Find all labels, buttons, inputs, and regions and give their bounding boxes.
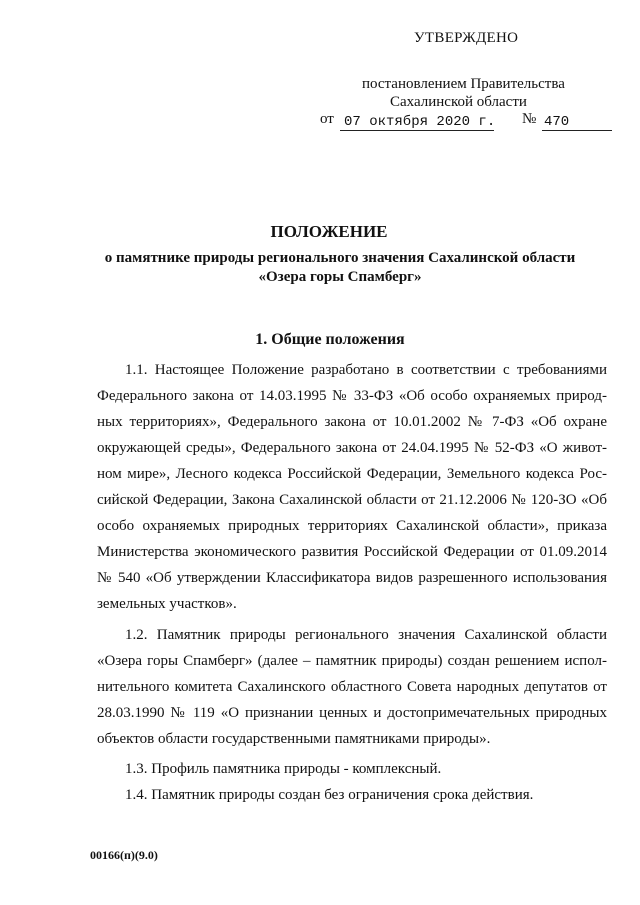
footer-form-code: 00166(п)(9.0) — [90, 848, 158, 862]
paragraph-line: окружающей среды», Федерального закона от 24.04.1995 № 52-ФЗ «О живот- — [97, 440, 607, 456]
approval-number-sign: № — [522, 111, 537, 127]
document-subtitle-line: о памятнике природы регионального значения Сахалинской области — [104, 250, 576, 266]
paragraph-line: ных территориях», Федерального закона от 10.01.2002 № 7-ФЗ «Об охране — [97, 414, 607, 430]
approval-region-line: Сахалинской области — [390, 94, 527, 110]
paragraph-line: сийской Федерации, Закона Сахалинской области от 21.12.2006 № 120-ЗО «Об — [97, 492, 607, 508]
paragraph-line: «Озера горы Спамберг» (далее – памятник природы) создан решением испол- — [97, 653, 607, 669]
paragraph-1-2 — [97, 622, 607, 752]
paragraph-line: 1.3. Профиль памятника природы - комплексный. — [125, 761, 442, 777]
paragraph-line: 1.2. Памятник природы регионального значения Сахалинской области — [125, 627, 607, 643]
document-subtitle — [60, 249, 620, 287]
paragraph-line: Министерства экономического развития Российской Федерации от 01.09.2014 — [97, 544, 607, 560]
paragraph-line: ном мире», Лесного кодекса Российской Федерации, Земельного кодекса Рос- — [97, 466, 607, 482]
paragraph-line: 28.03.1990 № 119 «О признании ценных и достопримечательных природных — [97, 705, 607, 721]
paragraph-1-1 — [97, 357, 607, 617]
paragraph-1-4 — [97, 782, 607, 808]
approval-number: 470 — [542, 114, 612, 131]
paragraph-line: земельных участков». — [97, 596, 237, 612]
paragraph-line: нительного комитета Сахалинского областного Совета народных депутатов от — [97, 679, 607, 695]
paragraph-line: объектов области государственными памятниками природы». — [97, 731, 491, 747]
paragraph-1-3 — [97, 756, 607, 782]
paragraph-line: 1.1. Настоящее Положение разработано в соответствии с требованиями — [125, 362, 607, 378]
approval-issuer-line: постановлением Правительства — [362, 76, 565, 92]
paragraph-line: 1.4. Памятник природы создан без ограничения срока действия. — [125, 787, 534, 803]
approval-date: 07 октября 2020 г. — [340, 114, 494, 131]
approval-from-label: от — [320, 111, 334, 127]
paragraph-line: особо охраняемых природных территориях Сахалинской области», приказа — [97, 518, 607, 534]
paragraph-line: № 540 «Об утверждении Классификатора видов разрешенного использования — [97, 570, 607, 586]
approval-title: УТВЕРЖДЕНО — [414, 30, 519, 46]
document-subtitle-line: «Озера горы Спамберг» — [258, 269, 422, 285]
section-heading: 1. Общие положения — [255, 331, 405, 348]
paragraph-line: Федерального закона от 14.03.1995 № 33-ФЗ «Об особо охраняемых природ- — [97, 388, 607, 404]
document-title: ПОЛОЖЕНИЕ — [270, 222, 388, 241]
